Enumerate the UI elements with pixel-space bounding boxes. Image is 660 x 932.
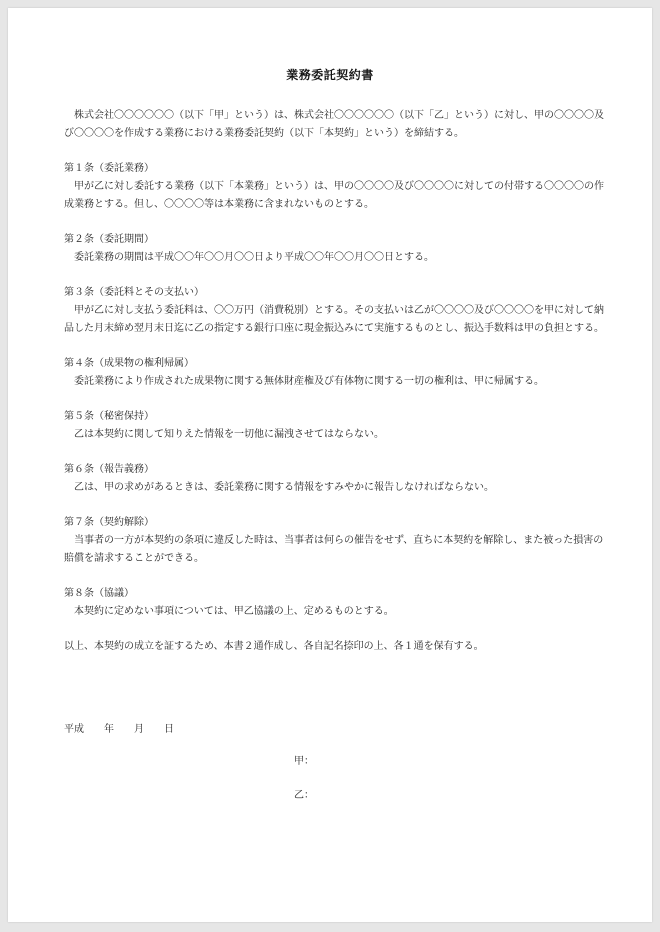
party-b-signature: 乙：	[294, 790, 314, 801]
article-7	[64, 514, 604, 568]
article-heading: 第１条（委託業務）	[64, 163, 154, 174]
article-3	[64, 284, 604, 338]
article-body: 委託業務の期間は平成〇〇年〇〇月〇〇日より平成〇〇年〇〇月〇〇日とする。	[74, 252, 434, 263]
article-body: 甲が乙に対し支払う委託料は、〇〇万円（消費税別）とする。その支払いは乙が〇〇〇〇及び〇〇〇〇を甲に対して納品した月末締め翌月末日迄に乙の指定する銀行口座に現金振込みにて実施するものとし、振込手数料は甲の負担とする。	[64, 305, 604, 334]
article-body: 本契約に定めない事項については、甲乙協議の上、定めるものとする。	[74, 606, 394, 617]
article-body: 委託業務により作成された成果物に関する無体財産権及び有体物に関する一切の権利は、甲に帰属する。	[74, 376, 544, 387]
article-body: 乙は、甲の求めがあるときは、委託業務に関する情報をすみやかに報告しなければならない。	[74, 482, 494, 493]
document-body	[64, 107, 604, 656]
article-body: 乙は本契約に関して知りえた情報を一切他に漏洩させてはならない。	[74, 429, 384, 440]
article-heading: 第３条（委託料とその支払い）	[64, 287, 204, 298]
article-5	[64, 408, 604, 444]
article-body: 当事者の一方が本契約の条項に違反した時は、当事者は何らの催告をせず、直ちに本契約を解除し、また被った損害の賠償を請求することができる。	[64, 535, 604, 564]
article-heading: 第７条（契約解除）	[64, 517, 154, 528]
document-page	[8, 8, 652, 922]
document-title: 業務委託契約書	[286, 68, 374, 82]
article-heading: 第５条（秘密保持）	[64, 411, 154, 422]
preamble: 株式会社〇〇〇〇〇〇（以下「甲」という）は、株式会社〇〇〇〇〇〇（以下「乙」という）に対し、甲の〇〇〇〇及び〇〇〇〇を作成する業務における業務委託契約（以下「本契約」という）を締結する。	[64, 110, 604, 139]
article-body: 甲が乙に対し委託する業務（以下「本業務」という）は、甲の〇〇〇〇及び〇〇〇〇に対しての付帯する〇〇〇〇の作成業務とする。但し、〇〇〇〇等は本業務に含まれないものとする。	[64, 181, 604, 210]
article-8	[64, 585, 604, 621]
article-2	[64, 231, 604, 267]
article-heading: 第２条（委託期間）	[64, 234, 154, 245]
article-1	[64, 160, 604, 214]
party-a-signature: 甲：	[294, 756, 314, 767]
article-heading: 第８条（協議）	[64, 588, 134, 599]
closing-statement: 以上、本契約の成立を証するため、本書２通作成し、各自記名捺印の上、各１通を保有する。	[64, 641, 484, 652]
article-4	[64, 355, 604, 391]
article-heading: 第６条（報告義務）	[64, 464, 154, 475]
article-heading: 第４条（成果物の権利帰属）	[64, 358, 194, 369]
article-6	[64, 461, 604, 497]
signature-date: 平成 年 月 日	[64, 724, 174, 735]
